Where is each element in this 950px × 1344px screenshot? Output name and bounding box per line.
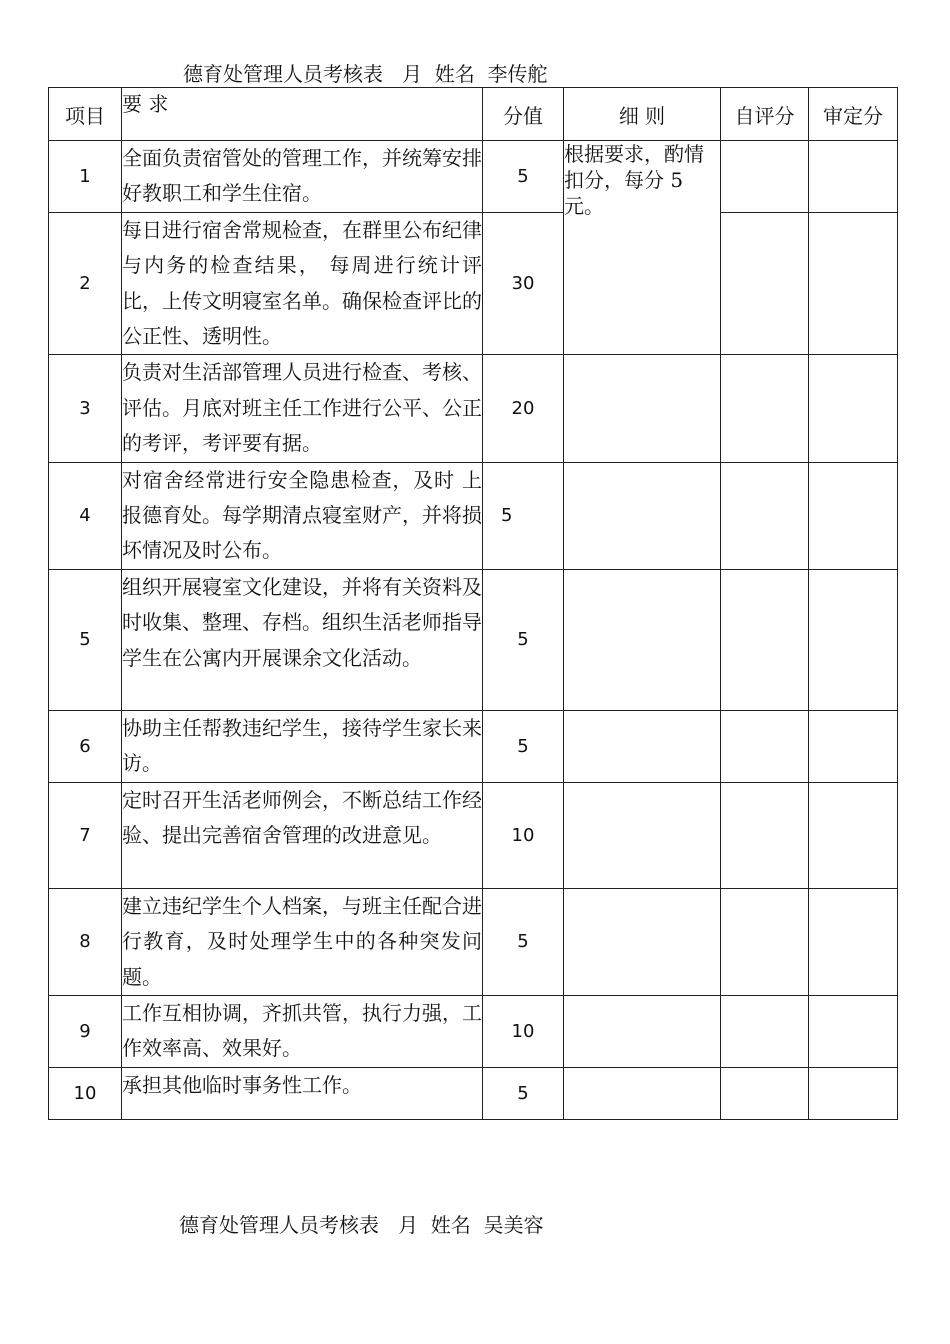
- table-row: [49, 355, 898, 462]
- self-score-cell[interactable]: [721, 141, 809, 213]
- row-score: 10: [483, 995, 564, 1067]
- self-score-cell[interactable]: [721, 212, 809, 355]
- self-score-cell[interactable]: [721, 995, 809, 1067]
- row-score: 5: [483, 569, 564, 710]
- table-row: [49, 212, 898, 355]
- final-score-cell[interactable]: [809, 888, 898, 995]
- row-requirement: 承担其他临时事务性工作。: [122, 1067, 483, 1119]
- final-score-cell[interactable]: [809, 212, 898, 355]
- rule-cell: [564, 710, 721, 782]
- table-row: [49, 1067, 898, 1119]
- rule-cell: [564, 141, 721, 355]
- self-score-cell[interactable]: [721, 355, 809, 462]
- row-score: 5: [483, 888, 564, 995]
- row-requirement: 组织开展寝室文化建设，并将有关资料及时收集、整理、存档。组织生活老师指导学生在公寓内开展课余文化活动。: [122, 569, 483, 710]
- row-number: 7: [49, 782, 122, 888]
- self-score-cell[interactable]: [721, 710, 809, 782]
- final-score-cell[interactable]: [809, 782, 898, 888]
- final-score-cell[interactable]: [809, 355, 898, 462]
- row-score: 5: [483, 1067, 564, 1119]
- row-number: 10: [49, 1067, 122, 1119]
- rule-cell: [564, 995, 721, 1067]
- table-row: [49, 141, 898, 213]
- header-requirement: [122, 88, 483, 141]
- table-row: [49, 782, 898, 888]
- header-item: 项目: [49, 88, 122, 141]
- rule-cell: [564, 462, 721, 569]
- row-score: 5: [483, 462, 564, 569]
- row-score: 5: [483, 710, 564, 782]
- self-score-cell[interactable]: [721, 1067, 809, 1119]
- row-requirement: 定时召开生活老师例会，不断总结工作经验、提出完善宿舍管理的改进意见。: [122, 782, 483, 888]
- row-number: 2: [49, 212, 122, 355]
- row-requirement: 对宿舍经常进行安全隐患检查，及时 上报德育处。每学期清点寝室财产，并将损坏情况及时公布。: [122, 462, 483, 569]
- document-title: 德育处管理人员考核表 月 姓名 李传舵: [183, 62, 548, 86]
- row-score: 30: [483, 212, 564, 355]
- rule-cell: [564, 355, 721, 462]
- row-requirement: 负责对生活部管理人员进行检查、考核、评估。月底对班主任工作进行公平、公正的考评，考评要有据。: [122, 355, 483, 462]
- final-score-cell[interactable]: [809, 462, 898, 569]
- header-final-score: 审定分: [809, 88, 898, 141]
- row-number: 5: [49, 569, 122, 710]
- row-number: 4: [49, 462, 122, 569]
- row-requirement: 建立违纪学生个人档案，与班主任配合进行教育，及时处理学生中的各种突发问题。: [122, 888, 483, 995]
- final-score-cell[interactable]: [809, 141, 898, 213]
- final-score-cell[interactable]: [809, 1067, 898, 1119]
- header-requirement-label: 要 求: [122, 92, 169, 116]
- self-score-cell[interactable]: [721, 462, 809, 569]
- table-row: [49, 995, 898, 1067]
- assessment-table: [48, 87, 898, 1120]
- table-row: [49, 569, 898, 710]
- row-requirement: 工作互相协调，齐抓共管，执行力强，工作效率高、效果好。: [122, 995, 483, 1067]
- rule-text: 根据要求，酌情扣分，每分 5 元。: [564, 142, 704, 218]
- final-score-cell[interactable]: [809, 569, 898, 710]
- second-document-title: 德育处管理人员考核表 月 姓名 吴美容: [179, 1213, 544, 1237]
- table-row: [49, 710, 898, 782]
- row-score: 5: [483, 141, 564, 213]
- final-score-cell[interactable]: [809, 710, 898, 782]
- rule-cell: [564, 888, 721, 995]
- row-requirement: 每日进行宿舍常规检查，在群里公布纪律与内务的检查结果， 每周进行统计评比，上传文明寝室名单。确保检查评比的公正性、透明性。: [122, 212, 483, 355]
- self-score-cell[interactable]: [721, 569, 809, 710]
- table-row: [49, 888, 898, 995]
- row-score: 20: [483, 355, 564, 462]
- row-number: 8: [49, 888, 122, 995]
- row-number: 6: [49, 710, 122, 782]
- rule-cell: [564, 782, 721, 888]
- final-score-cell[interactable]: [809, 995, 898, 1067]
- row-number: 1: [49, 141, 122, 213]
- self-score-cell[interactable]: [721, 888, 809, 995]
- row-requirement: 协助主任帮教违纪学生，接待学生家长来访。: [122, 710, 483, 782]
- table-row: [49, 462, 898, 569]
- rule-cell: [564, 1067, 721, 1119]
- row-number: 9: [49, 995, 122, 1067]
- row-number: 3: [49, 355, 122, 462]
- header-score: 分值: [483, 88, 564, 141]
- table-header-row: [49, 88, 898, 141]
- header-rule: 细 则: [564, 88, 721, 141]
- header-self-score: 自评分: [721, 88, 809, 141]
- rule-cell: [564, 569, 721, 710]
- row-score: 10: [483, 782, 564, 888]
- row-requirement: 全面负责宿管处的管理工作，并统筹安排 好教职工和学生住宿。: [122, 141, 483, 213]
- self-score-cell[interactable]: [721, 782, 809, 888]
